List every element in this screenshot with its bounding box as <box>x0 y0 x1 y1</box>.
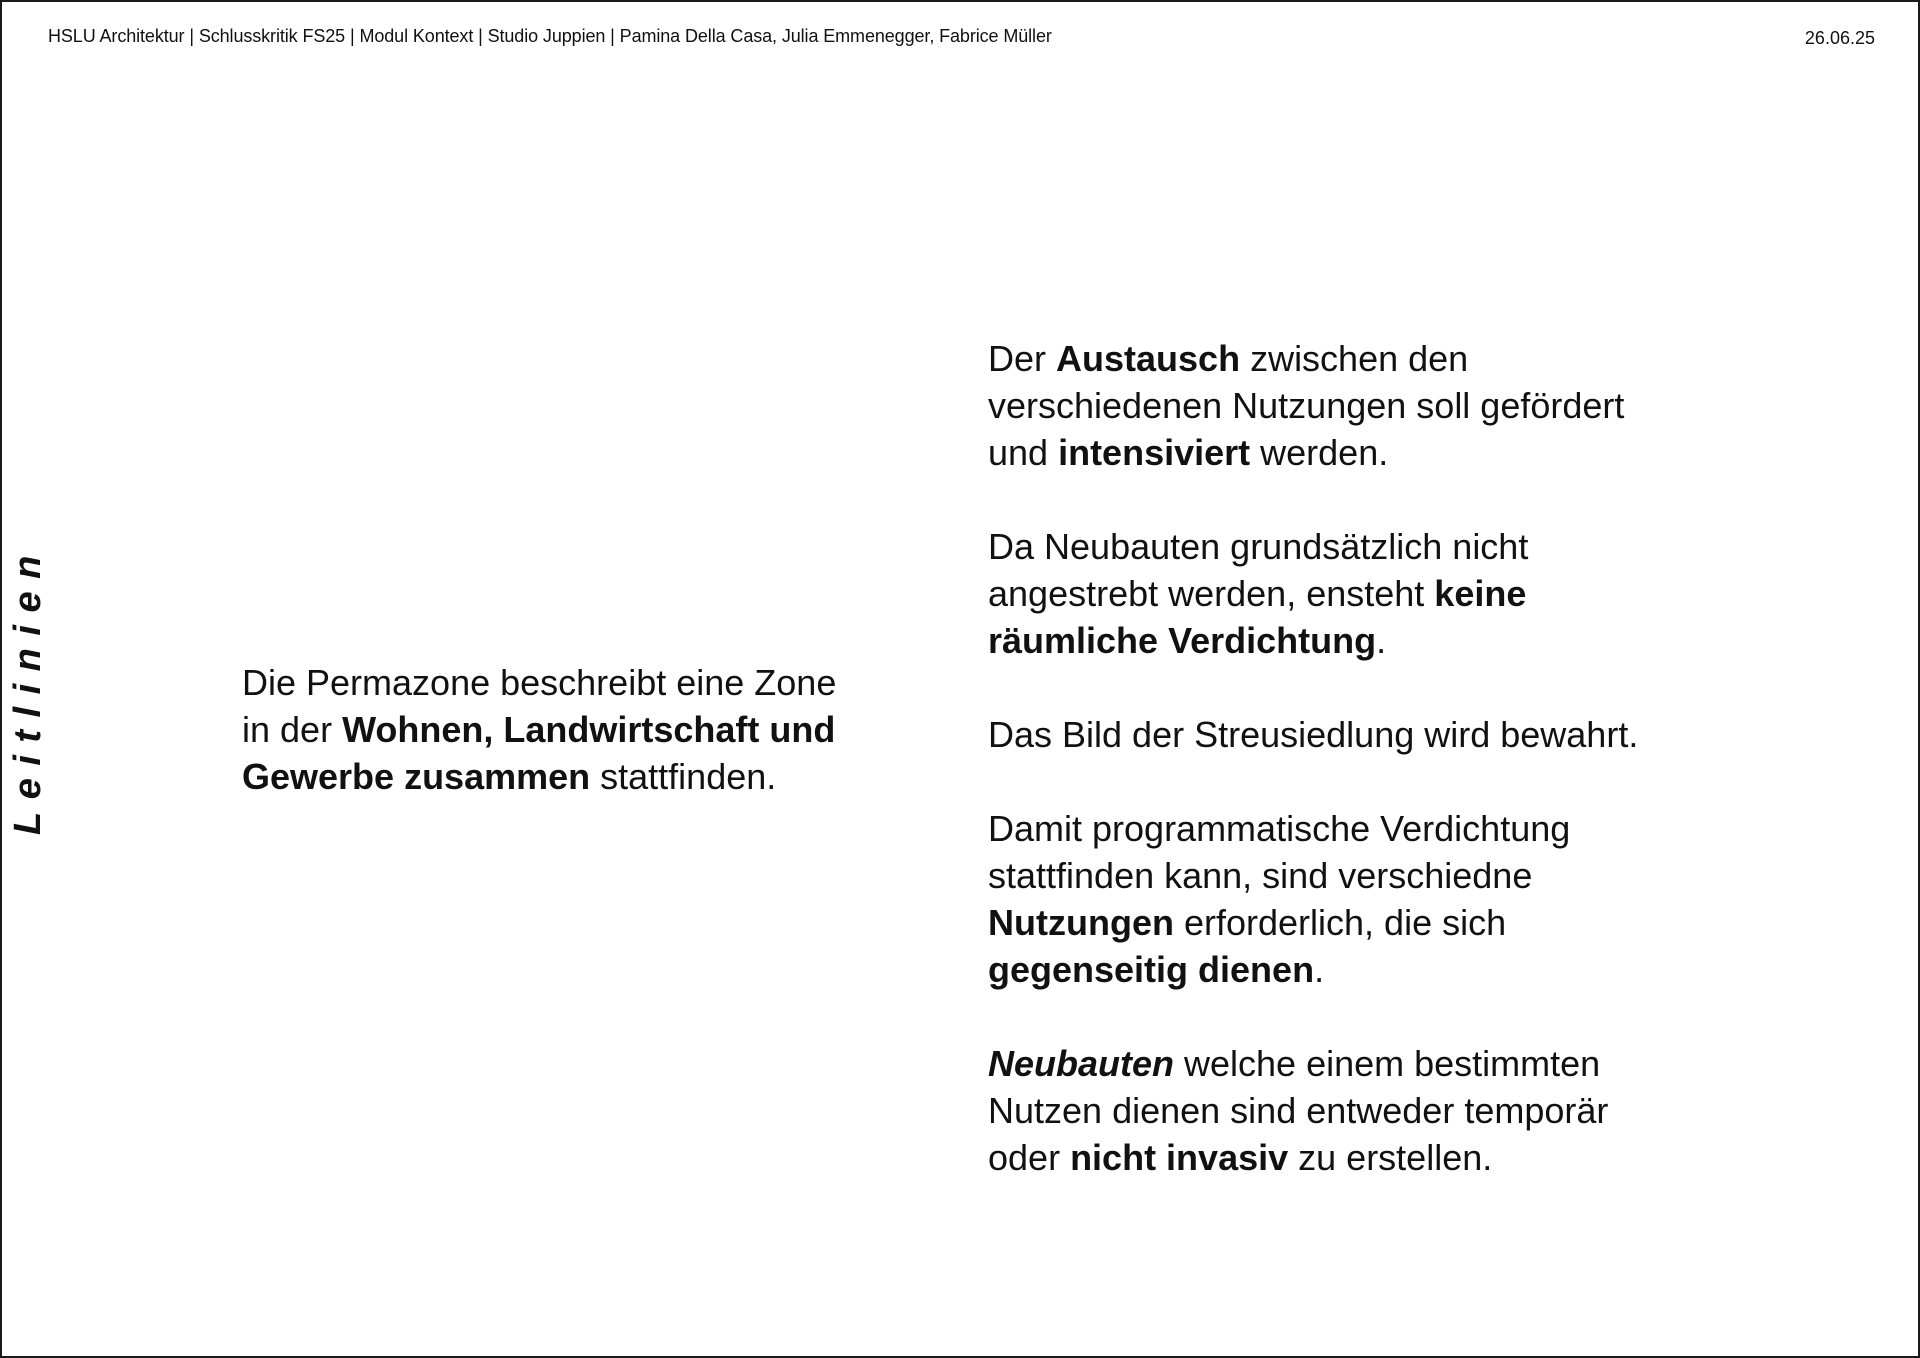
principle-highlight: nicht invasiv <box>1070 1137 1289 1178</box>
principle-text: . <box>1314 949 1325 990</box>
principle-text: Der <box>988 338 1057 379</box>
principle-text: Damit programmatische Verdichtung <box>988 808 1571 849</box>
principle-text: Das Bild der Streusiedlung wird bewahrt. <box>988 714 1639 755</box>
principle-highlight: Nutzungen <box>988 902 1174 943</box>
principle-highlight: keine <box>1434 573 1527 614</box>
principle-text: Da Neubauten grundsätzlich nicht <box>988 526 1529 567</box>
principle-new-buildings <box>988 1040 1768 1181</box>
principle-text: erforderlich, die sich <box>1173 902 1507 943</box>
principle-text: verschiedenen Nutzungen soll gefördert <box>988 385 1625 426</box>
principle-scattered-settlement <box>988 711 1768 758</box>
principle-text: zwischen den <box>1240 338 1469 379</box>
intro-text-regular: stattfinden. <box>590 756 777 797</box>
principle-highlight: Austausch <box>1056 338 1241 379</box>
principles-list <box>988 335 1768 1181</box>
principle-text: Nutzen dienen sind entweder temporär <box>988 1090 1609 1131</box>
principle-programmatic-densification <box>988 805 1768 993</box>
principle-highlight: räumliche Verdichtung <box>988 620 1377 661</box>
header-credits: HSLU Architektur | Schlusskritik FS25 | Modul Kontext | Studio Juppien | Pamina Della Casa, Julia Emmenegger, Fabrice Müller <box>48 26 1052 46</box>
side-title: Leitlinien <box>7 543 49 835</box>
principle-text: zu erstellen. <box>1288 1137 1493 1178</box>
principle-exchange <box>988 335 1768 476</box>
header-date: 26.06.25 <box>1804 28 1875 48</box>
principle-highlight: gegenseitig dienen <box>988 949 1315 990</box>
principle-text: werden. <box>1250 432 1389 473</box>
principle-text: angestrebt werden, ensteht <box>988 573 1435 614</box>
principle-highlight: intensiviert <box>1058 432 1251 473</box>
intro-text-regular: in der <box>242 709 343 750</box>
principle-text: und <box>988 432 1059 473</box>
principle-text: welche einem bestimmten <box>1174 1043 1601 1084</box>
intro-line: Die Permazone beschreibt eine Zone <box>242 662 837 703</box>
principle-text: stattfinden kann, sind verschiedne <box>988 855 1533 896</box>
principle-no-densification <box>988 523 1768 664</box>
intro-highlight: Wohnen, Landwirtschaft und <box>342 709 836 750</box>
principle-text: . <box>1376 620 1387 661</box>
intro-highlight: Gewerbe zusammen <box>242 756 591 797</box>
principle-highlight-italic: Neubauten <box>988 1043 1175 1084</box>
intro-text <box>242 659 922 800</box>
intro-paragraph <box>242 659 922 800</box>
principle-text: oder <box>988 1137 1071 1178</box>
